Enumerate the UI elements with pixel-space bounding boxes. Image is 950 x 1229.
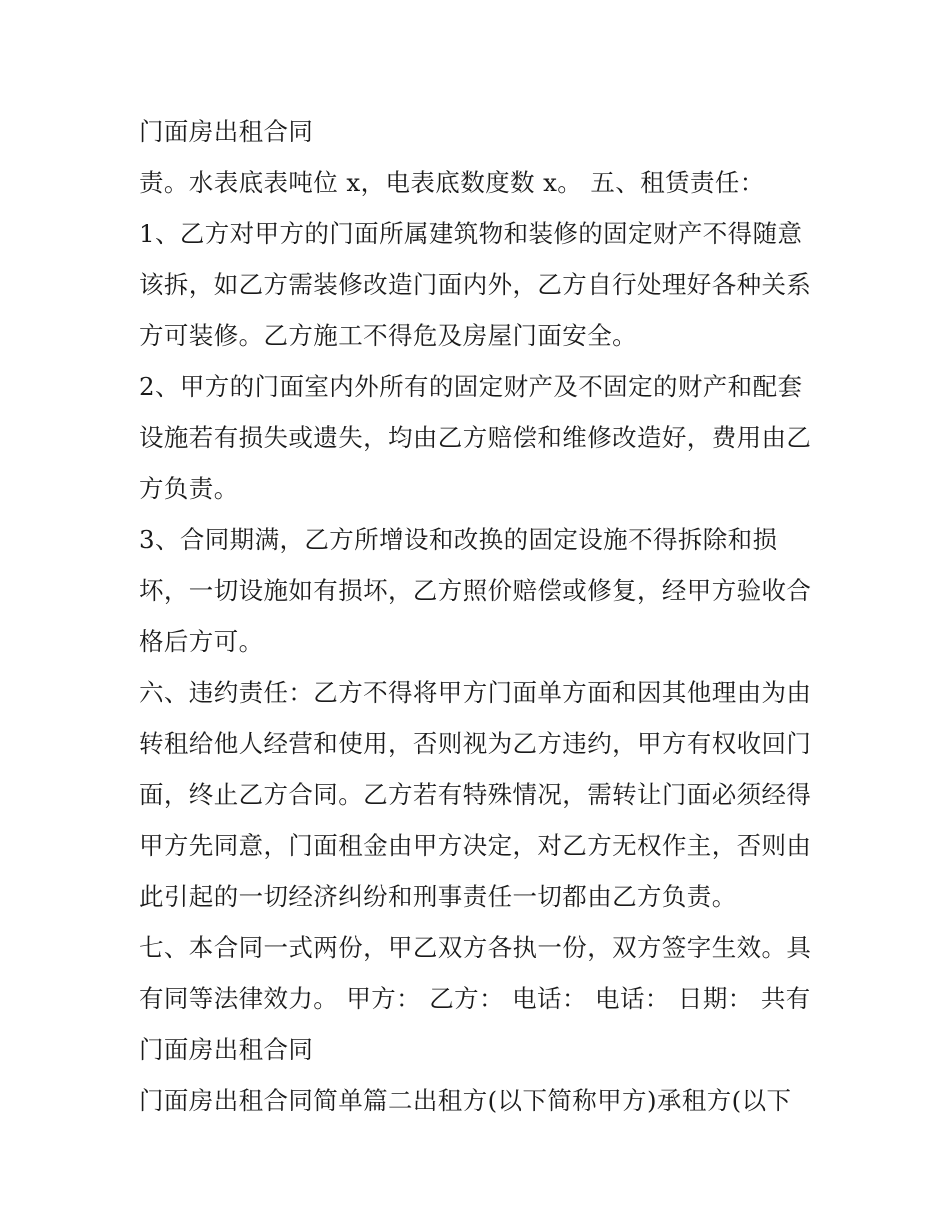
text-line: 方负责。 bbox=[139, 474, 239, 503]
text-line: 责。水表底表吨位 x，电表底数度数 x。 五、租赁责任： bbox=[139, 168, 765, 197]
text-line: 方可装修。乙方施工不得危及房屋门面安全。 bbox=[139, 321, 637, 350]
document-title-line: 门面房出租合同 bbox=[139, 117, 314, 146]
document-body bbox=[139, 106, 829, 1126]
text-line: 坏，一切设施如有损坏，乙方照价赔偿或修复，经甲方验收合 bbox=[139, 576, 812, 605]
text-line: 转租给他人经营和使用，否则视为乙方违约，甲方有权收回门 bbox=[139, 729, 812, 758]
text-line: 此引起的一切经济纠纷和刑事责任一切都由乙方负责。 bbox=[139, 882, 737, 911]
text-line: 该拆，如乙方需装修改造门面内外，乙方自行处理好各种关系 bbox=[139, 270, 812, 299]
text-line: 设施若有损失或遗失，均由乙方赔偿和维修改造好，费用由乙 bbox=[139, 423, 812, 452]
text-line: 甲方先同意，门面租金由甲方决定，对乙方无权作主，否则由 bbox=[139, 831, 812, 860]
clause-2-line: 2、甲方的门面室内外所有的固定财产及不固定的财产和配套 bbox=[139, 372, 803, 401]
signature-line: 有同等法律效力。 甲方： 乙方： 电话： 电话： 日期： 共有 bbox=[139, 984, 811, 1013]
text-line: 面，终止乙方合同。乙方若有特殊情况，需转让门面必须经得 bbox=[139, 780, 812, 809]
section-6-line: 六、违约责任：乙方不得将甲方门面单方面和因其他理由为由 bbox=[139, 678, 812, 707]
section-7-line: 七、本合同一式两份，甲乙双方各执一份，双方签字生效。具 bbox=[139, 933, 812, 962]
clause-1-line: 1、乙方对甲方的门面所属建筑物和装修的固定财产不得随意 bbox=[139, 219, 803, 248]
text-line: 门面房出租合同简单篇二出租方(以下简称甲方)承租方(以下 bbox=[139, 1086, 792, 1115]
document-title-line: 门面房出租合同 bbox=[139, 1035, 314, 1064]
text-line: 格后方可。 bbox=[139, 627, 264, 656]
clause-3-line: 3、合同期满，乙方所增设和改换的固定设施不得拆除和损 bbox=[139, 525, 778, 554]
